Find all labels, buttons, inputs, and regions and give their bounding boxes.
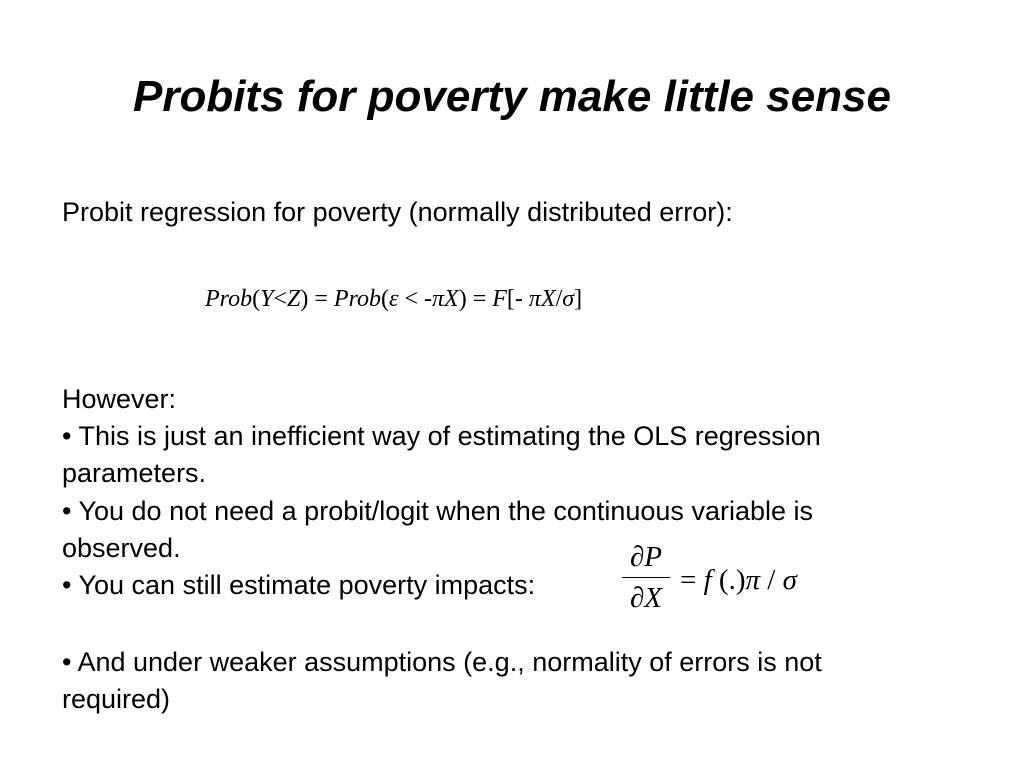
eq1-epsilon: ε — [389, 286, 399, 312]
bullet-4-line1: • And under weaker assumptions (e.g., normality of errors is not — [62, 647, 822, 677]
bullet-2-line1: • You do not need a probit/logit when the continuous variable is — [62, 496, 813, 526]
fraction-numerator: ∂P — [629, 541, 663, 573]
eq1-eq2: ) = — [458, 286, 493, 312]
intro-text: Probit regression for poverty (normally distributed error): — [62, 197, 733, 227]
fraction-bar — [622, 577, 670, 578]
eq2-slash: / — [767, 564, 776, 596]
bullet-1-line2: parameters. — [62, 458, 207, 488]
bullet-4-line2: required) — [62, 684, 171, 714]
eq1-lt2: < - — [398, 286, 433, 312]
slide-title: Probits for poverty make little sense — [132, 72, 892, 121]
eq1-bracket: [- — [506, 286, 529, 312]
eq1-pi2: π — [528, 286, 541, 312]
fraction-denominator: ∂X — [629, 582, 663, 614]
eq1-slash: / — [555, 286, 563, 312]
eq1-x2: X — [540, 286, 556, 312]
eq1-close: ] — [574, 286, 583, 312]
eq1-prob2: Prob — [333, 286, 382, 312]
eq1-y: Y — [260, 286, 274, 312]
eq1-pi: π — [432, 286, 445, 312]
eq1-f: F — [492, 286, 507, 312]
eq2-pi: π — [745, 564, 761, 596]
bullet-1-line1: • This is just an inefficient way of estimating the OLS regression — [62, 421, 821, 451]
probit-equation — [205, 284, 582, 314]
eq1-open2: ( — [381, 286, 390, 312]
eq2-equals: = — [680, 564, 697, 596]
eq2-f: f — [703, 564, 712, 596]
bullet-3: • You can still estimate poverty impacts: — [62, 570, 536, 600]
eq1-eq1: ) = — [300, 286, 334, 312]
eq1-sigma: σ — [562, 286, 575, 312]
eq1-x: X — [444, 286, 459, 312]
eq1-lt: < — [273, 286, 288, 312]
bullet-2-line2: observed. — [62, 533, 181, 563]
eq2-paren: (.) — [718, 564, 746, 596]
derivative-fraction — [622, 540, 670, 615]
eq1-z: Z — [287, 286, 301, 312]
however-label: However: — [62, 384, 177, 414]
eq1-open: ( — [252, 286, 261, 312]
derivative-rhs — [680, 562, 797, 598]
eq1-prob: Prob — [205, 286, 253, 312]
eq2-sigma: σ — [782, 564, 797, 596]
